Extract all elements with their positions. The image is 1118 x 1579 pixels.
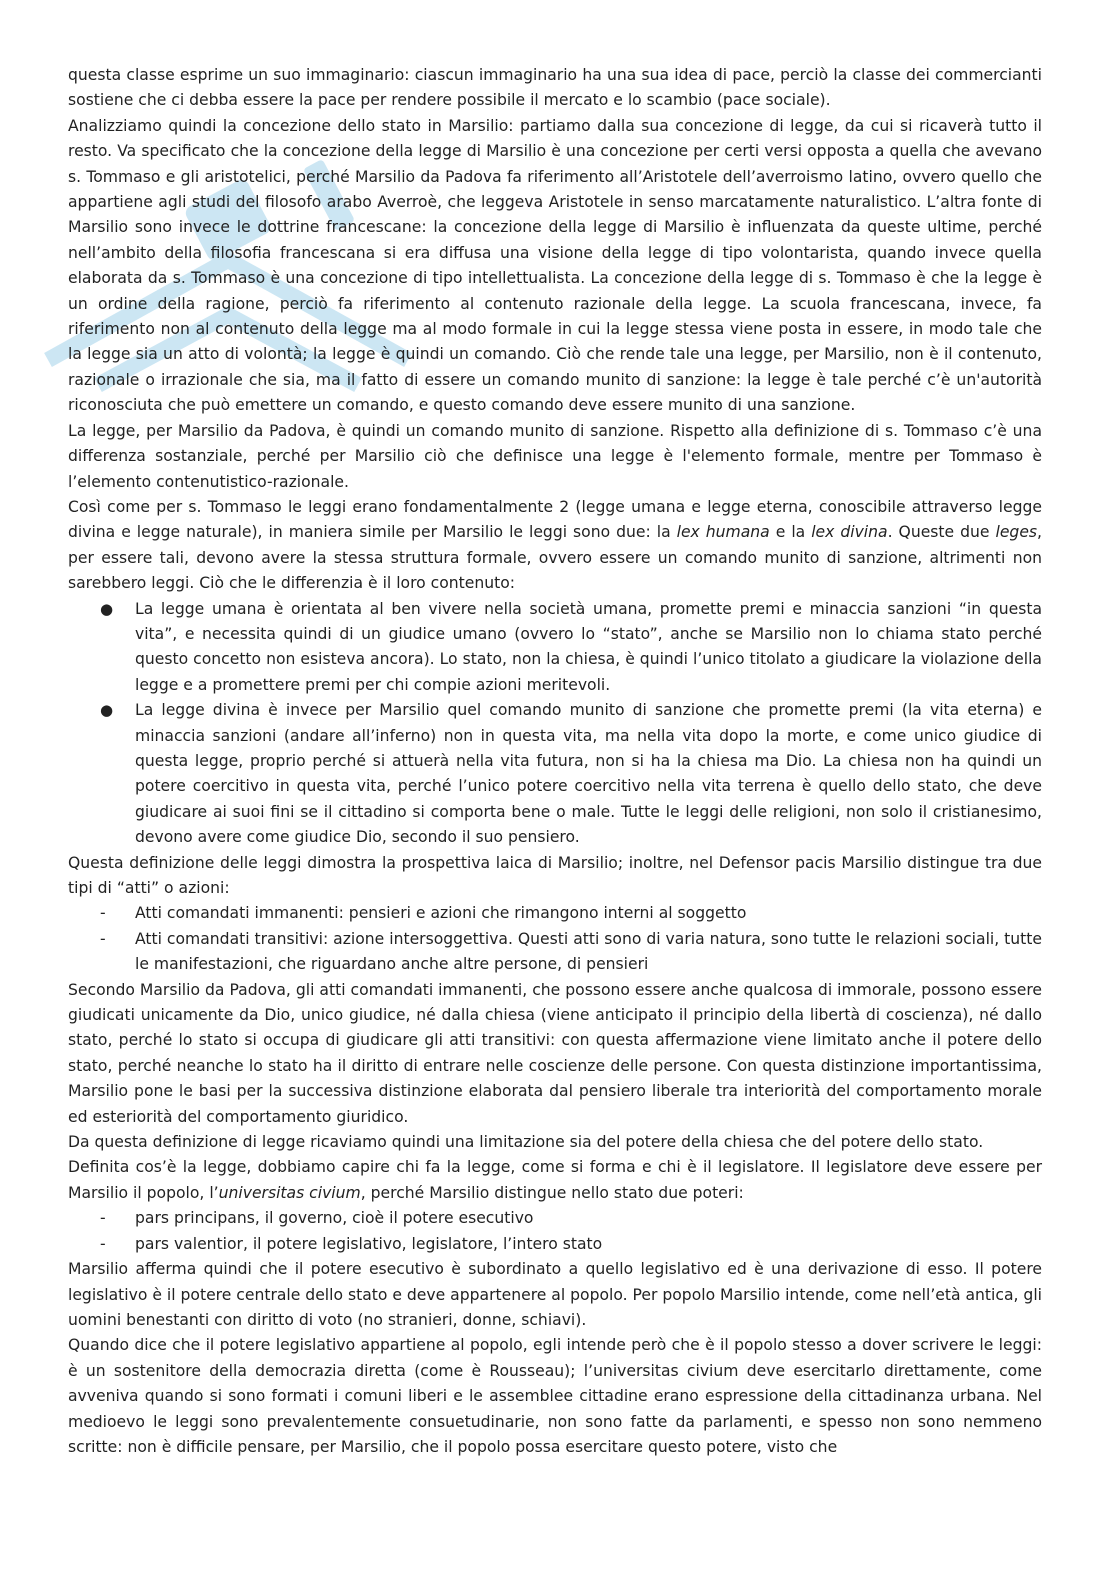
- text-run: e la: [769, 523, 812, 542]
- list-item-text: Atti comandati immanenti: pensieri e azioni che rimangono interni al soggetto: [135, 904, 747, 923]
- text-run: , per essere tali, devono avere la stessa struttura formale, ovvero essere un comando munito di sanzione, altrimenti non sarebbero leggi. Ciò che le differenzia è il loro contenuto:: [68, 523, 1043, 593]
- dash-marker: -: [100, 904, 106, 923]
- list-item-text: La legge divina è invece per Marsilio quel comando munito di sanzione che promette premi (la vita eterna) e minaccia sanzioni (andare all’inferno) non in questa vita, ma nella vita dopo la morte, e come unico giudice di questa legge, proprio perché si attuerà nella vita futura, non si ha la chiesa ma Dio. La chiesa non ha quindi un potere coercitivo in questa vita, perché l’unico potere coercitivo nella vita terrena è quello dello stato, che deve giudicare ai suoi fini se il cittadino si comporta bene o male. Tutte le leggi delle religioni, non solo il cristianesimo, devono avere come giudice Dio, secondo il suo pensiero.: [135, 701, 1042, 847]
- paragraph: Analizziamo quindi la concezione dello stato in Marsilio: partiamo dalla sua concezione di legge, da cui si ricaverà tutto il resto. Va specificato che la concezione della legge di Marsilio è una concezione per certi versi opposta a quella che avevano s. Tommaso e gli aristotelici, perché Marsilio da Padova fa riferimento all’Aristotele dell’averroismo latino, ovvero quello che appartiene agli studi del filosofo arabo Averroè, che leggeva Aristotele in senso marcatamente naturalistico. L’altra fonte di Marsilio sono invece le dottrine francescane: la concezione della legge di Marsilio è influenzata da queste ultime, perché nell’ambito della filosofia francescana si era diffusa una visione della legge di tipo volontarista, quando invece quella elaborata da s. Tommaso è una concezione di tipo intellettualista. La concezione della legge di s. Tommaso è che la legge è un ordine della ragione, perciò fa riferimento al contenuto razionale della legge. La scuola francescana, invece, fa riferimento non al contenuto della legge ma al modo formale in cui la legge stessa viene posta in essere, in modo tale che la legge sia un atto di volontà; la legge è quindi un comando. Ciò che rende tale una legge, per Marsilio, non è il contenuto, razionale o irrazionale che sia, ma il fatto di essere un comando munito di sanzione: la legge è tale perché c’è un'autorità riconosciuta che può emettere un comando, e questo comando deve essere munito di una sanzione.: [68, 116, 1042, 415]
- paragraph: Marsilio afferma quindi che il potere esecutivo è subordinato a quello legislativo ed è una derivazione di esso. Il potere legislativo è il potere centrale dello stato e deve appartenere al popolo. Per popolo Marsilio intende, come nell’età antica, gli uomini benestanti con diritto di voto (no stranieri, donne, schiavi).: [68, 1260, 1042, 1329]
- italic-term: leges: [995, 523, 1038, 542]
- paragraph: La legge, per Marsilio da Padova, è quindi un comando munito di sanzione. Rispetto alla definizione di s. Tommaso c’è una differenza sostanziale, perché per Marsilio ciò che definisce una legge è l'elemento formale, mentre per Tommaso è l’elemento contenutistico-razionale.: [68, 421, 1042, 491]
- text-run: , perché Marsilio distingue nello stato due poteri:: [360, 1183, 744, 1202]
- paragraph: Quando dice che il potere legislativo appartiene al popolo, egli intende però che è il popolo stesso a dover scrivere le leggi: è un sostenitore della democrazia diretta (come è Rousseau); l’universitas civium deve esercitarlo direttamente, come avveniva quando si sono formati i comuni liberi e le assemblee cittadine erano espressione della cittadinanza urbana. Nel medioevo le leggi sono prevalentemente consuetudinarie, non sono fatte da parlamenti, e spesso non sono nemmeno scritte: non è difficile pensare, per Marsilio, che il popolo possa esercitare questo potere, visto che: [68, 1336, 1042, 1456]
- bullet-marker: ●: [100, 599, 114, 618]
- dash-list-atti: [68, 901, 1042, 977]
- text-run: Così come per s. Tommaso le leggi erano fondamentalmente 2 (legge umana e legge eterna, conoscibile attraverso legge divina e legge naturale), in maniera simile per Marsilio le leggi sono due: la: [68, 497, 1042, 542]
- paragraph-leggi: [68, 495, 1042, 597]
- list-item-text: pars valentior, il potere legislativo, legislatore, l’intero stato: [135, 1234, 603, 1253]
- dash-marker: -: [100, 1209, 106, 1228]
- list-item: [68, 1206, 1042, 1231]
- list-item-text: Atti comandati transitivi: azione intersoggettiva. Questi atti sono di varia natura, sono tutte le relazioni sociali, tutte le manifestazioni, che riguardano anche altre persone, di pensieri: [135, 929, 1042, 974]
- list-item: [68, 1232, 1042, 1257]
- list-item: [68, 597, 1042, 699]
- italic-term: lex humana: [676, 523, 770, 542]
- document-page: [68, 63, 1042, 1460]
- list-item-text: pars principans, il governo, cioè il potere esecutivo: [135, 1209, 534, 1228]
- paragraph: Secondo Marsilio da Padova, gli atti comandati immanenti, che possono essere anche qualcosa di immorale, possono essere giudicati unicamente da Dio, unico giudice, né dalla chiesa (viene anticipato il principio della libertà di coscienza), né dallo stato, perché lo stato si occupa di giudicare gli atti transitivi: con questa affermazione viene limitato anche il potere dello stato, perché neanche lo stato ha il diritto di entrare nelle coscienze delle persone. Con questa distinzione importantissima, Marsilio pone le basi per la successiva distinzione elaborata dal pensiero liberale tra interiorità del comportamento morale ed esteriorità del comportamento giuridico.: [68, 980, 1042, 1126]
- paragraph: Questa definizione delle leggi dimostra la prospettiva laica di Marsilio; inoltre, nel Defensor pacis Marsilio distingue tra due tipi di “atti” o azioni:: [68, 853, 1042, 897]
- paragraph: Da questa definizione di legge ricaviamo quindi una limitazione sia del potere della chiesa che del potere dello stato.: [68, 1133, 984, 1152]
- bullet-marker: ●: [100, 701, 114, 720]
- list-item: [68, 927, 1042, 978]
- text-run: Definita cos’è la legge, dobbiamo capire chi fa la legge, come si forma e chi è il legislatore. Il legislatore deve essere per Marsilio il popolo, l’: [68, 1158, 1042, 1202]
- dash-marker: -: [100, 1234, 106, 1253]
- paragraph: questa classe esprime un suo immaginario: ciascun immaginario ha una sua idea di pace, perciò la classe dei commercianti sostiene che ci debba essere la pace per rendere possibile il mercato e lo scambio (pace sociale).: [68, 66, 1042, 110]
- dash-marker: -: [100, 929, 106, 948]
- italic-term: universitas civium: [218, 1183, 361, 1202]
- bullet-list: [68, 597, 1042, 851]
- paragraph-legislatore: [68, 1155, 1042, 1206]
- dash-list-poteri: [68, 1206, 1042, 1257]
- list-item-text: La legge umana è orientata al ben vivere nella società umana, promette premi e minaccia sanzioni “in questa vita”, e necessita quindi di un giudice umano (ovvero lo “stato”, anche se Marsilio non lo chiama stato perché questo concetto non esisteva ancora). Lo stato, non la chiesa, è quindi l’unico titolato a giudicare la violazione della legge e a promettere premi per chi compie azioni meritevoli.: [135, 599, 1042, 694]
- text-run: . Queste due: [887, 523, 996, 542]
- italic-term: lex divina: [811, 523, 888, 542]
- list-item: [68, 698, 1042, 850]
- list-item: [68, 901, 1042, 926]
